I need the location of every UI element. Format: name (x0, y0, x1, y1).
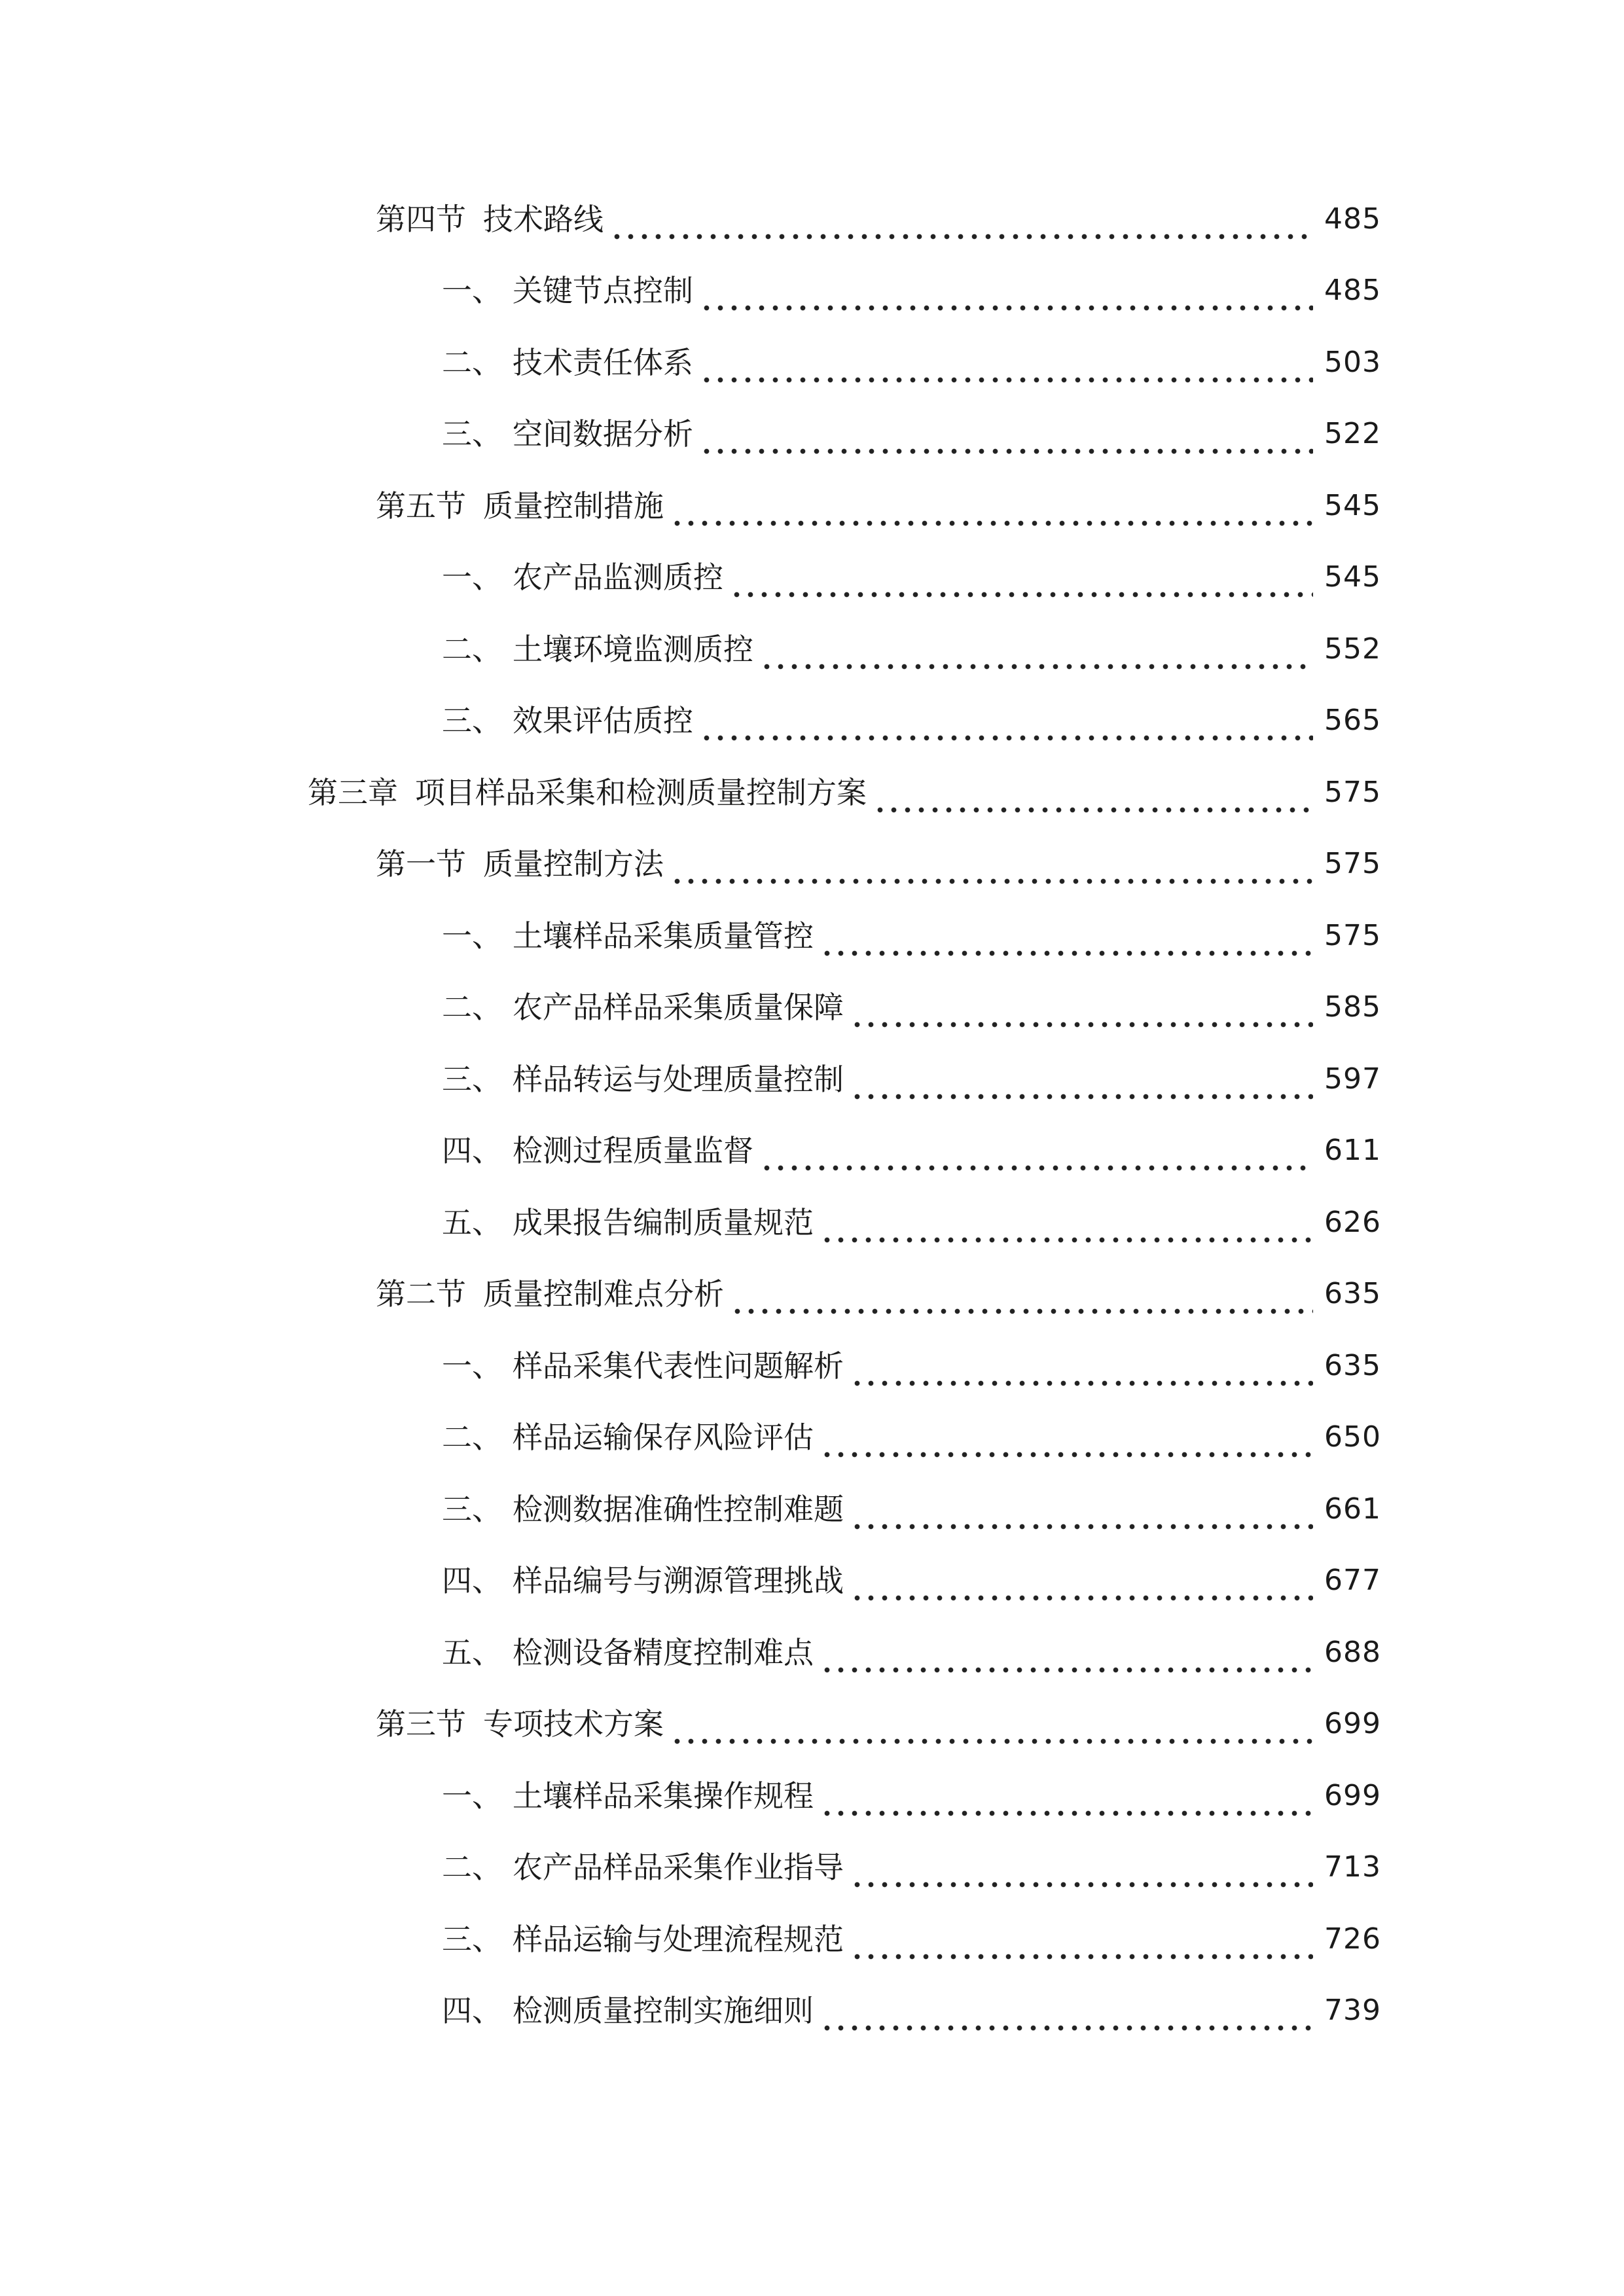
toc-entry-item[interactable] (442, 408, 1381, 460)
toc-entry-page-number: 713 (1324, 1850, 1381, 1884)
toc-entry-page-number: 565 (1324, 704, 1381, 737)
dot-leader (850, 1483, 1313, 1535)
dot-leader (670, 838, 1313, 890)
toc-entry-item[interactable] (442, 1196, 1381, 1249)
dot-leader (820, 910, 1313, 962)
toc-entry-title: 农产品样品采集质量保障 (513, 990, 844, 1025)
toc-entry-marker: 二、 (442, 990, 502, 1025)
dot-leader (700, 408, 1313, 460)
toc-entry-item[interactable] (442, 910, 1381, 962)
toc-entry-page-number: 545 (1324, 560, 1381, 594)
toc-entry-item[interactable] (442, 1411, 1381, 1463)
toc-entry-marker: 一、 (442, 1348, 502, 1384)
dot-leader (850, 1340, 1313, 1392)
toc-entry-page-number: 585 (1324, 990, 1381, 1024)
toc-entry-marker: 第五节 (376, 488, 466, 524)
dot-leader (873, 766, 1313, 819)
toc-entry-chapter[interactable] (308, 766, 1381, 819)
toc-entry-marker: 三、 (442, 1922, 502, 1957)
toc-entry-item[interactable] (442, 551, 1381, 603)
dot-leader (760, 1124, 1313, 1177)
toc-entry-item[interactable] (442, 1554, 1381, 1607)
toc-entry-title: 土壤样品采集质量管控 (513, 918, 814, 954)
toc-entry-page-number: 485 (1324, 202, 1381, 236)
dot-leader (670, 480, 1313, 532)
toc-entry-page-number: 611 (1324, 1134, 1381, 1167)
dot-leader (850, 1841, 1313, 1893)
toc-entry-marker: 二、 (442, 632, 502, 667)
toc-entry-item[interactable] (442, 1913, 1381, 1965)
dot-leader (820, 1411, 1313, 1463)
toc-entry-title: 空间数据分析 (513, 416, 693, 452)
toc-entry-marker: 第三节 (376, 1706, 466, 1742)
toc-entry-marker: 第二节 (376, 1276, 466, 1312)
toc-entry-title: 检测设备精度控制难点 (513, 1635, 814, 1670)
toc-entry-title: 样品运输与处理流程规范 (513, 1922, 844, 1957)
toc-entry-item[interactable] (442, 1770, 1381, 1822)
toc-entry-marker: 四、 (442, 1563, 502, 1598)
toc-entry-marker: 五、 (442, 1205, 502, 1240)
toc-entry-page-number: 677 (1324, 1564, 1381, 1597)
toc-entry-page-number: 661 (1324, 1492, 1381, 1526)
dot-leader (610, 193, 1313, 245)
dot-leader (820, 1984, 1313, 2037)
toc-entry-marker: 三、 (442, 703, 502, 738)
dot-leader (850, 981, 1313, 1033)
toc-entry-page-number: 635 (1324, 1277, 1381, 1310)
toc-entry-title: 检测过程质量监督 (513, 1133, 753, 1168)
dot-leader (850, 1913, 1313, 1965)
toc-entry-section[interactable] (376, 1268, 1381, 1320)
toc-entry-section[interactable] (376, 480, 1381, 532)
dot-leader (731, 1268, 1313, 1320)
toc-entry-title: 农产品监测质控 (513, 560, 723, 595)
toc-entry-page-number: 699 (1324, 1707, 1381, 1740)
dot-leader (820, 1626, 1313, 1679)
toc-entry-marker: 第四节 (376, 202, 466, 237)
toc-entry-page-number: 485 (1324, 274, 1381, 307)
dot-leader (670, 1698, 1313, 1750)
toc-entry-page-number: 552 (1324, 632, 1381, 666)
toc-entry-page-number: 699 (1324, 1779, 1381, 1812)
toc-entry-item[interactable] (442, 623, 1381, 675)
toc-entry-page-number: 726 (1324, 1922, 1381, 1956)
toc-entry-marker: 四、 (442, 1133, 502, 1168)
dot-leader (730, 551, 1313, 603)
toc-entry-page-number: 503 (1324, 346, 1381, 379)
toc-entry-page-number: 575 (1324, 919, 1381, 952)
toc-entry-marker: 三、 (442, 416, 502, 452)
toc-entry-page-number: 626 (1324, 1206, 1381, 1239)
dot-leader (820, 1196, 1313, 1249)
dot-leader (820, 1770, 1313, 1822)
dot-leader (850, 1053, 1313, 1105)
toc-entry-title: 样品采集代表性问题解析 (513, 1348, 844, 1384)
toc-entry-marker: 二、 (442, 1420, 502, 1455)
toc-entry-marker: 一、 (442, 560, 502, 595)
toc-entry-section[interactable] (376, 1698, 1381, 1750)
toc-entry-marker: 五、 (442, 1635, 502, 1670)
toc-entry-title: 检测质量控制实施细则 (513, 1993, 814, 2028)
dot-leader (850, 1554, 1313, 1607)
toc-entry-item[interactable] (442, 1124, 1381, 1177)
toc-entry-title: 技术责任体系 (513, 345, 693, 380)
toc-entry-section[interactable] (376, 838, 1381, 890)
toc-entry-title: 土壤环境监测质控 (513, 632, 753, 667)
toc-entry-item[interactable] (442, 1841, 1381, 1893)
toc-entry-marker: 第三章 (308, 775, 398, 810)
toc-entry-title: 土壤样品采集操作规程 (513, 1778, 814, 1814)
toc-entry-item[interactable] (442, 1626, 1381, 1679)
toc-entry-title: 样品编号与溯源管理挑战 (513, 1563, 844, 1598)
toc-entry-title: 技术路线 (483, 202, 604, 237)
toc-entry-item[interactable] (442, 1053, 1381, 1105)
toc-entry-title: 质量控制难点分析 (483, 1276, 724, 1312)
toc-entry-page-number: 635 (1324, 1349, 1381, 1382)
toc-entry-marker: 二、 (442, 345, 502, 380)
toc-entry-marker: 三、 (442, 1062, 502, 1097)
dot-leader (700, 336, 1313, 389)
toc-entry-title: 效果评估质控 (513, 703, 693, 738)
toc-entry-marker: 一、 (442, 273, 502, 308)
toc-entry-title: 农产品样品采集作业指导 (513, 1850, 844, 1885)
toc-entry-page-number: 650 (1324, 1420, 1381, 1454)
toc-entry-title: 质量控制方法 (483, 846, 664, 882)
toc-entry-marker: 二、 (442, 1850, 502, 1885)
toc-entry-title: 样品转运与处理质量控制 (513, 1062, 844, 1097)
toc-entry-item[interactable] (442, 1340, 1381, 1392)
toc-entry-item[interactable] (442, 264, 1381, 317)
toc-entry-page-number: 522 (1324, 417, 1381, 450)
toc-entry-title: 质量控制措施 (483, 488, 664, 524)
toc-entry-item[interactable] (442, 1483, 1381, 1535)
toc-entry-page-number: 597 (1324, 1062, 1381, 1096)
toc-entry-title: 成果报告编制质量规范 (513, 1205, 814, 1240)
toc-entry-item[interactable] (442, 694, 1381, 747)
dot-leader (760, 623, 1313, 675)
toc-entry-marker: 一、 (442, 918, 502, 954)
toc-entry-marker: 三、 (442, 1492, 502, 1527)
toc-entry-page-number: 575 (1324, 847, 1381, 880)
toc-entry-section[interactable] (376, 193, 1381, 245)
toc-entry-marker: 一、 (442, 1778, 502, 1814)
toc-entry-item[interactable] (442, 981, 1381, 1033)
dot-leader (700, 264, 1313, 317)
dot-leader (700, 694, 1313, 747)
toc-entry-page-number: 545 (1324, 489, 1381, 522)
toc-entry-page-number: 688 (1324, 1636, 1381, 1669)
toc-entry-page-number: 575 (1324, 776, 1381, 809)
toc-entry-title: 样品运输保存风险评估 (513, 1420, 814, 1455)
toc-entry-title: 关键节点控制 (513, 273, 693, 308)
toc-entry-title: 专项技术方案 (483, 1706, 664, 1742)
toc-entry-marker: 第一节 (376, 846, 466, 882)
toc-entry-item[interactable] (442, 336, 1381, 389)
toc-entry-title: 检测数据准确性控制难题 (513, 1492, 844, 1527)
toc-entry-page-number: 739 (1324, 1994, 1381, 2027)
toc-entry-title: 项目样品采集和检测质量控制方案 (415, 775, 867, 810)
toc-entry-marker: 四、 (442, 1993, 502, 2028)
toc-entry-item[interactable] (442, 1984, 1381, 2037)
